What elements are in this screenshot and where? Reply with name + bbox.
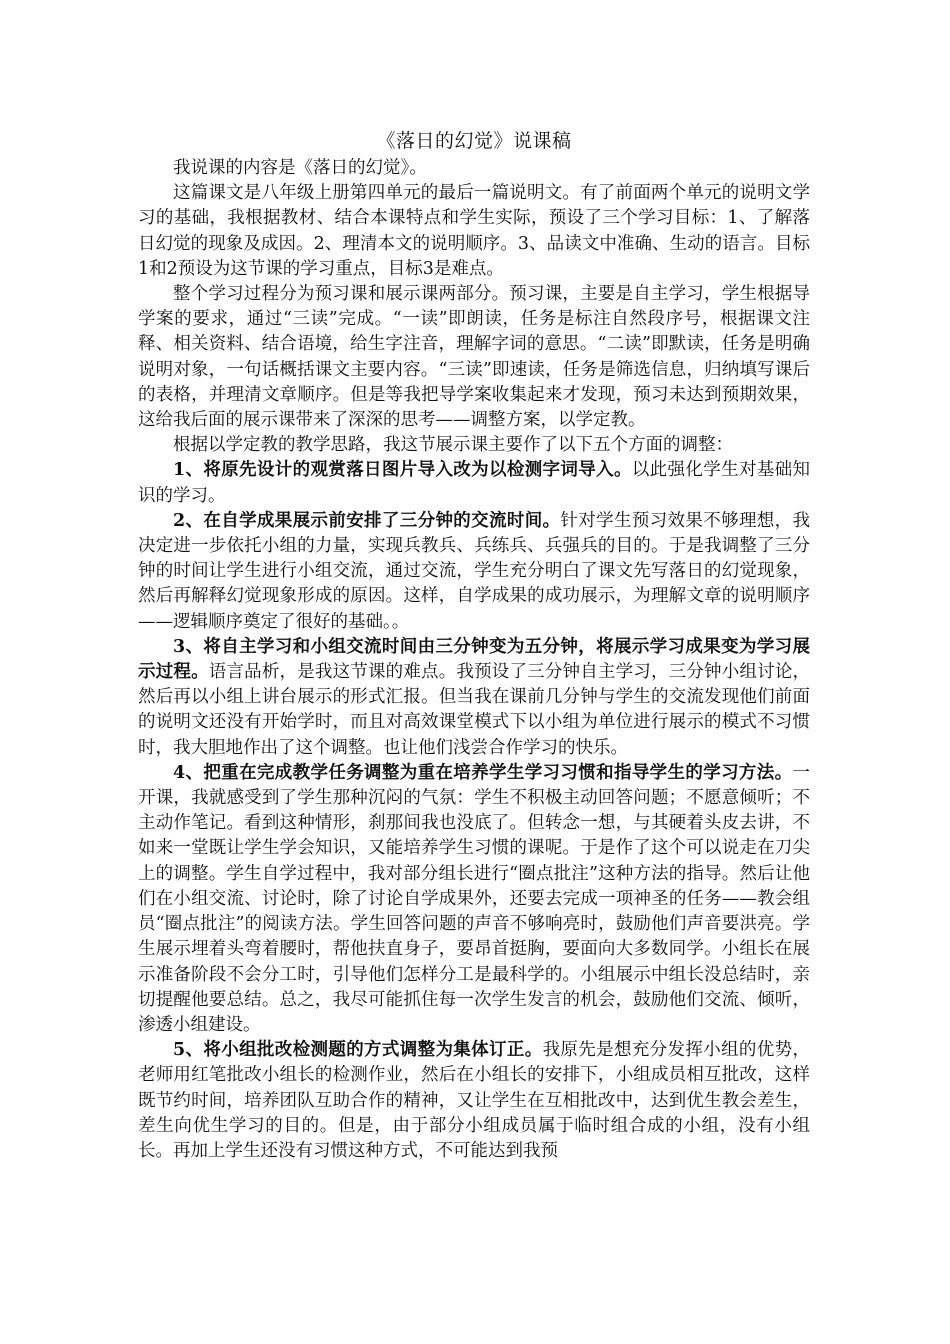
paragraph-text: 我说课的内容是《落日的幻觉》。 xyxy=(173,158,427,178)
paragraph-text: 整个学习过程分为预习课和展示课两部分。预习课，主要是自主学习，学生根据导学案的要求，通过“三读”完成。“一读”即朗读，任务是标注自然段序号，根据课文注释、相关资料、结合语境，给生字注音，理解字词的意思。“二读”即默读，任务是明确说明对象，一句话概括课文主要内容。“三读”即速读，任务是筛选信息，归纳填写课后的表格，并理清文章顺序。但是等我把导学案收集起来才发现，预习未达到预期效果，这给我后面的展示课带来了深深的思考——调整方案，以学定教。 xyxy=(138,284,810,431)
paragraph-adjustment-1 xyxy=(138,458,810,508)
paragraph-text: 语言品析，是我这节课的难点。我预设了三分钟自主学习，三分钟小组讨论，然后再以小组上讲台展示的形式汇报。但当我在课前几分钟与学生的交流发现他们前面的说明文还没有开始学时，而且对高效课堂模式下以小组为单位进行展示的模式不习惯时，我大胆地作出了这个调整。也让他们浅尝合作学习的快乐。 xyxy=(138,662,811,758)
paragraph-adjustment-2 xyxy=(138,509,810,635)
paragraph-goals xyxy=(138,181,810,282)
paragraph-lead: 3、将自主学习和小组交流时间由三分钟变为五分钟，将展示学习成果变为学习展示过程。 xyxy=(138,636,810,683)
paragraph-text: 这篇课文是八年级上册第四单元的最后一篇说明文。有了前面两个单元的说明文学习的基础，我根据教材、结合本课特点和学生实际，预设了三个学习目标：1、了解落日幻觉的现象及成因。2、理清本文的说明顺序。3、品读文中准确、生动的语言。目标1和2预设为这节课的学习重点，目标3是难点。 xyxy=(138,183,810,279)
paragraph-text: 我原先是想充分发挥小组的优势，老师用红笔批改小组长的检测作业，然后在小组长的安排下，小组成员相互批改，这样既节约时间，培养团队互助合作的精神，又让学生在互相批改中，达到优生教会差生，差生向优生学习的目的。但是，由于部分小组成员属于临时组合成的小组，没有小组长。再加上学生还没有习惯这种方式，不可能达到我预 xyxy=(138,1040,810,1161)
paragraph-adjustment-3 xyxy=(138,635,810,761)
paragraph-adjustment-4 xyxy=(138,761,810,1038)
paragraph-text: 根据以学定教的教学思路，我这节展示课主要作了以下五个方面的调整： xyxy=(173,435,733,456)
paragraph-lead: 1、将原先设计的观赏落日图片导入改为以检测字词导入。 xyxy=(173,460,632,481)
paragraph-text: 针对学生预习效果不够理想，我决定进一步依托小组的力量，实现兵教兵、兵练兵、兵强兵的目的。于是我调整了三分钟的时间让学生进行小组交流，通过交流，学生充分明白了课文先写落日的幻觉现象，然后再解释幻觉现象形成的原因。这样，自学成果的成功展示，为理解文章的说明顺序——逻辑顺序奠定了很好的基础。。 xyxy=(138,510,810,632)
paragraph-lead: 2、在自学成果展示前安排了三分钟的交流时间。 xyxy=(173,510,561,531)
paragraph-text: 以此强化学生对基础知识的学习。 xyxy=(138,460,810,506)
paragraph-intro xyxy=(138,156,810,181)
paragraph-text: 一开课，我就感受到了学生那种沉闷的气氛：学生不积极主动回答问题；不愿意倾听；不主动作笔记。看到这种情形，刹那间我也没底了。但转念一想，与其硬着头皮去讲，不如来一堂既让学生学会知识，又能培养学生习惯的课呢。于是作了这个可以说走在刀尖上的调整。学生自学过程中，我对部分组长进行“圈点批注”这种方法的指导。然后让他们在小组交流、讨论时，除了讨论自学成果外，还要去完成一项神圣的任务——教会组员“圈点批注”的阅读方法。学生回答问题的声音不够响亮时，鼓励他们声音要洪亮。学生展示埋着头弯着腰时，帮他扶直身子，要昂首挺胸，要面向大多数同学。小组长在展示准备阶段不会分工时，引导他们怎样分工是最科学的。小组展示中组长没总结时，亲切提醒他要总结。总之，我尽可能抓住每一次学生发言的机会，鼓励他们交流、倾听，渗透小组建设。 xyxy=(138,762,810,1035)
paragraph-adjustments-intro xyxy=(138,433,810,458)
paragraph-lead: 4、把重在完成教学任务调整为重在培养学生学习习惯和指导学生的学习方法。 xyxy=(173,762,793,783)
document-page xyxy=(138,126,810,1164)
paragraph-adjustment-5 xyxy=(138,1038,810,1164)
paragraph-preview xyxy=(138,282,810,433)
paragraph-lead: 5、将小组批改检测题的方式调整为集体订正。 xyxy=(173,1040,543,1061)
document-title: 《落日的幻觉》说课稿 xyxy=(376,130,572,152)
